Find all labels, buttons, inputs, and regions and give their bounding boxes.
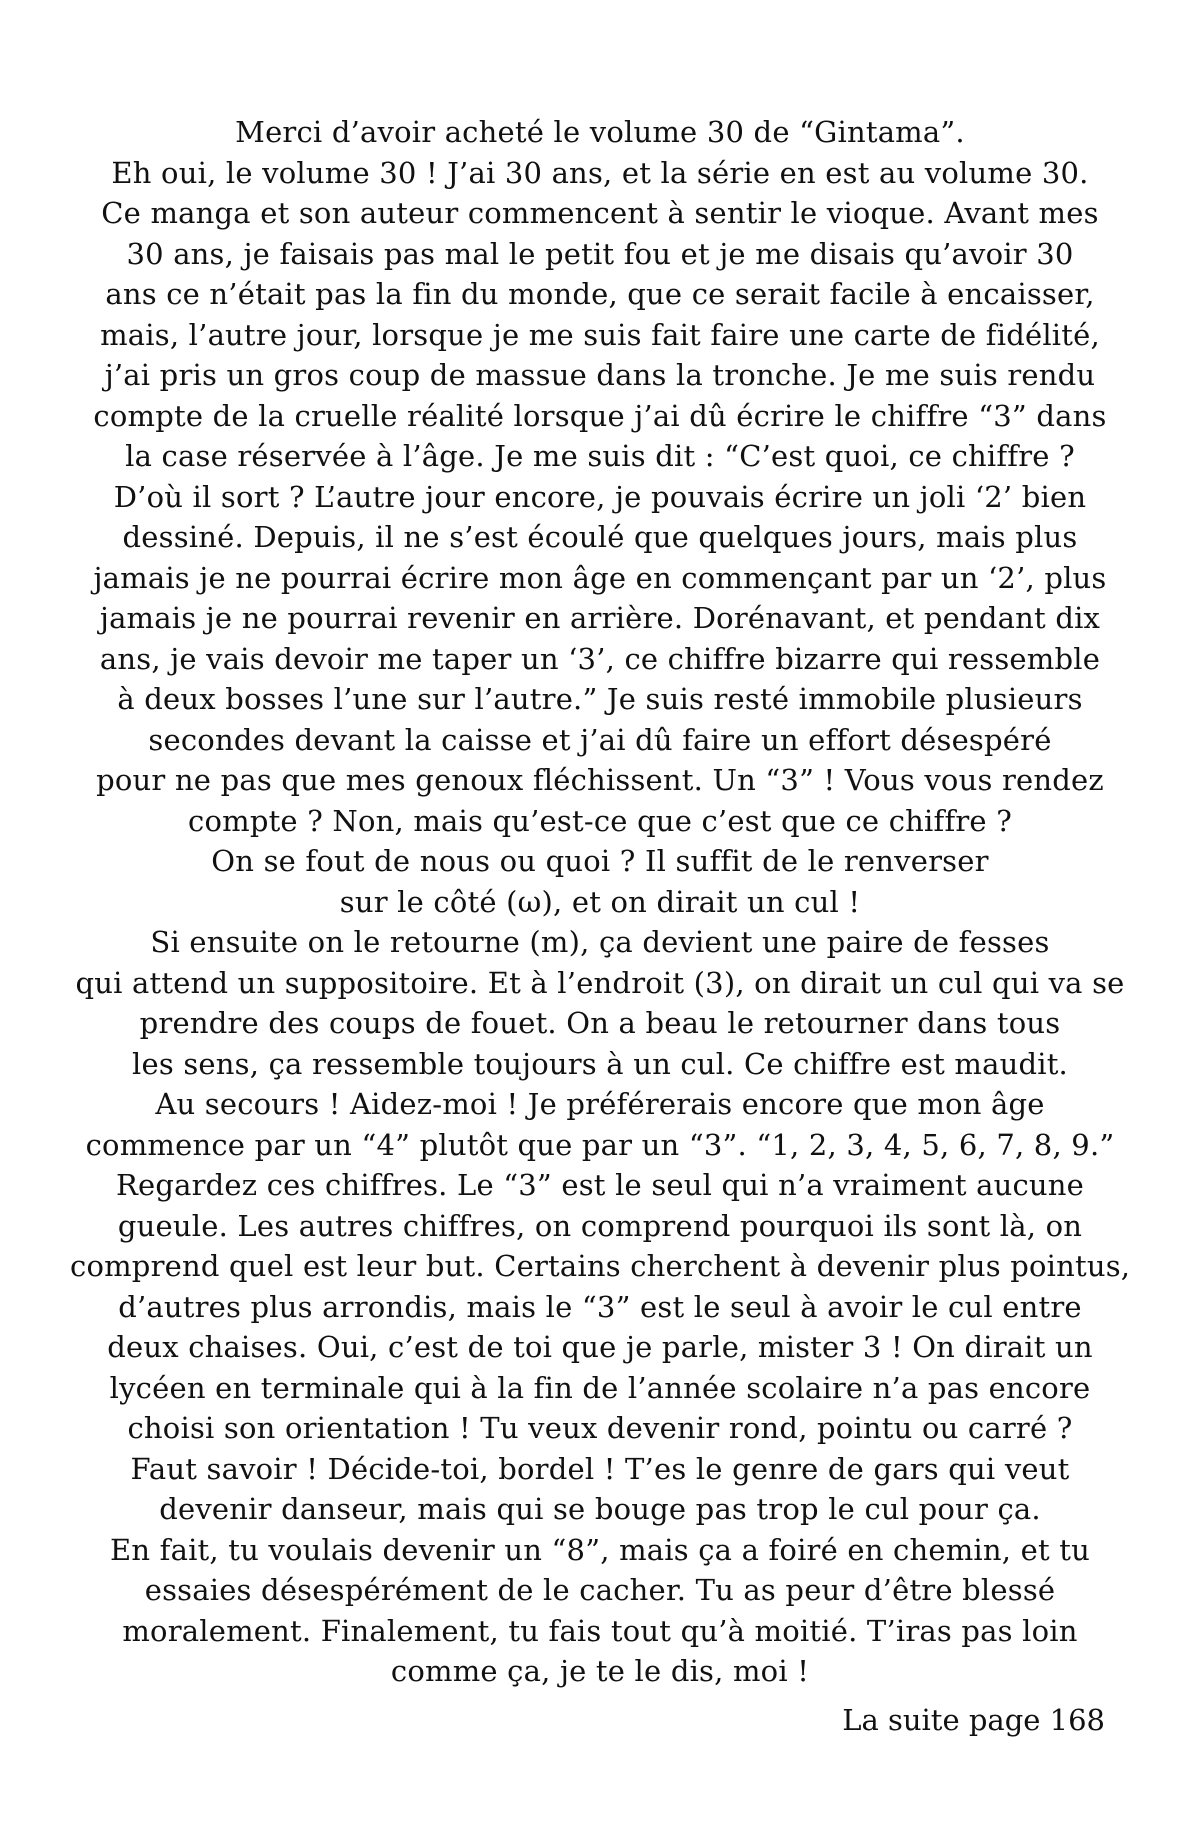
text-line: Faut savoir ! Décide-toi, bordel ! T’es le genre de gars qui veut bbox=[130, 1451, 1070, 1486]
continued-on-page-note: La suite page 168 bbox=[842, 1703, 1105, 1737]
text-line: En fait, tu voulais devenir un “8”, mais ça a foiré en chemin, et tu bbox=[109, 1532, 1090, 1567]
text-line: On se fout de nous ou quoi ? Il suffit de le renverser bbox=[211, 844, 989, 878]
text-line: mais, l’autre jour, lorsque je me suis fait faire une carte de fidélité, bbox=[100, 317, 1100, 352]
text-line: choisi son orientation ! Tu veux devenir rond, pointu ou carré ? bbox=[127, 1411, 1073, 1445]
text-line: ans, je vais devoir me taper un ‘3’, ce chiffre bizarre qui ressemble bbox=[99, 641, 1101, 676]
text-line: Regardez ces chiffres. Le “3” est le seul qui n’a vraiment aucune bbox=[115, 1168, 1085, 1202]
text-line: 30 ans, je faisais pas mal le petit fou et je me disais qu’avoir 30 bbox=[126, 236, 1074, 271]
text-line: commence par un “4” plutôt que par un “3”. “1, 2, 3, 4, 5, 6, 7, 8, 9.” bbox=[85, 1127, 1115, 1162]
text-line: lycéen en terminale qui à la fin de l’année scolaire n’a pas encore bbox=[109, 1370, 1091, 1405]
text-line: Eh oui, le volume 30 ! J’ai 30 ans, et la série en est au volume 30. bbox=[111, 155, 1089, 190]
text-line: secondes devant la caisse et j’ai dû faire un effort désespéré bbox=[148, 722, 1052, 757]
text-line: j’ai pris un gros coup de massue dans la tronche. Je me suis rendu bbox=[104, 358, 1096, 392]
text-line: compte ? Non, mais qu’est-ce que c’est que ce chiffre ? bbox=[188, 803, 1012, 838]
text-line: sur le côté (ω), et on dirait un cul ! bbox=[339, 884, 861, 919]
text-line: les sens, ça ressemble toujours à un cul. Ce chiffre est maudit. bbox=[132, 1046, 1068, 1081]
text-line: compte de la cruelle réalité lorsque j’ai dû écrire le chiffre “3” dans bbox=[93, 398, 1107, 433]
text-line: Si ensuite on le retourne (m), ça devient une paire de fesses bbox=[150, 925, 1050, 959]
text-line: ans ce n’était pas la fin du monde, que ce serait facile à encaisser, bbox=[105, 277, 1095, 311]
text-line: devenir danseur, mais qui se bouge pas trop le cul pour ça. bbox=[159, 1492, 1041, 1526]
text-line: jamais je ne pourrai écrire mon âge en commençant par un ‘2’, plus bbox=[93, 560, 1107, 595]
handwritten-message bbox=[70, 112, 1130, 1692]
text-line: D’où il sort ? L’autre jour encore, je pouvais écrire un joli ‘2’ bien bbox=[113, 479, 1087, 514]
text-line: Merci d’avoir acheté le volume 30 de “Gintama”. bbox=[235, 115, 965, 149]
text-line: qui attend un suppositoire. Et à l’endroit (3), on dirait un cul qui va se bbox=[75, 965, 1125, 1000]
text-line: Ce manga et son auteur commencent à sentir le vioque. Avant mes bbox=[101, 196, 1099, 230]
text-line: deux chaises. Oui, c’est de toi que je parle, mister 3 ! On dirait un bbox=[107, 1330, 1093, 1364]
text-line: essaies désespérément de le cacher. Tu as peur d’être blessé bbox=[144, 1573, 1056, 1607]
text-line: à deux bosses l’une sur l’autre.” Je suis resté immobile plusieurs bbox=[117, 682, 1083, 716]
text-line: moralement. Finalement, tu fais tout qu’à moitié. T’iras pas loin bbox=[122, 1613, 1078, 1648]
text-line: dessiné. Depuis, il ne s’est écoulé que quelques jours, mais plus bbox=[122, 520, 1078, 554]
text-line: Au secours ! Aidez-moi ! Je préférerais encore que mon âge bbox=[155, 1087, 1045, 1121]
text-line: comprend quel est leur but. Certains cherchent à devenir plus pointus, bbox=[70, 1249, 1130, 1283]
text-line: jamais je ne pourrai revenir en arrière. Dorénavant, et pendant dix bbox=[99, 601, 1101, 635]
text-line: comme ça, je te le dis, moi ! bbox=[390, 1654, 810, 1688]
text-line: la case réservée à l’âge. Je me suis dit : “C’est quoi, ce chiffre ? bbox=[125, 439, 1075, 473]
text-line: gueule. Les autres chiffres, on comprend pourquoi ils sont là, on bbox=[117, 1208, 1083, 1243]
text-line: prendre des coups de fouet. On a beau le retourner dans tous bbox=[139, 1006, 1061, 1040]
text-line: d’autres plus arrondis, mais le “3” est le seul à avoir le cul entre bbox=[118, 1289, 1082, 1324]
text-line: pour ne pas que mes genoux fléchissent. Un “3” ! Vous vous rendez bbox=[96, 763, 1104, 797]
